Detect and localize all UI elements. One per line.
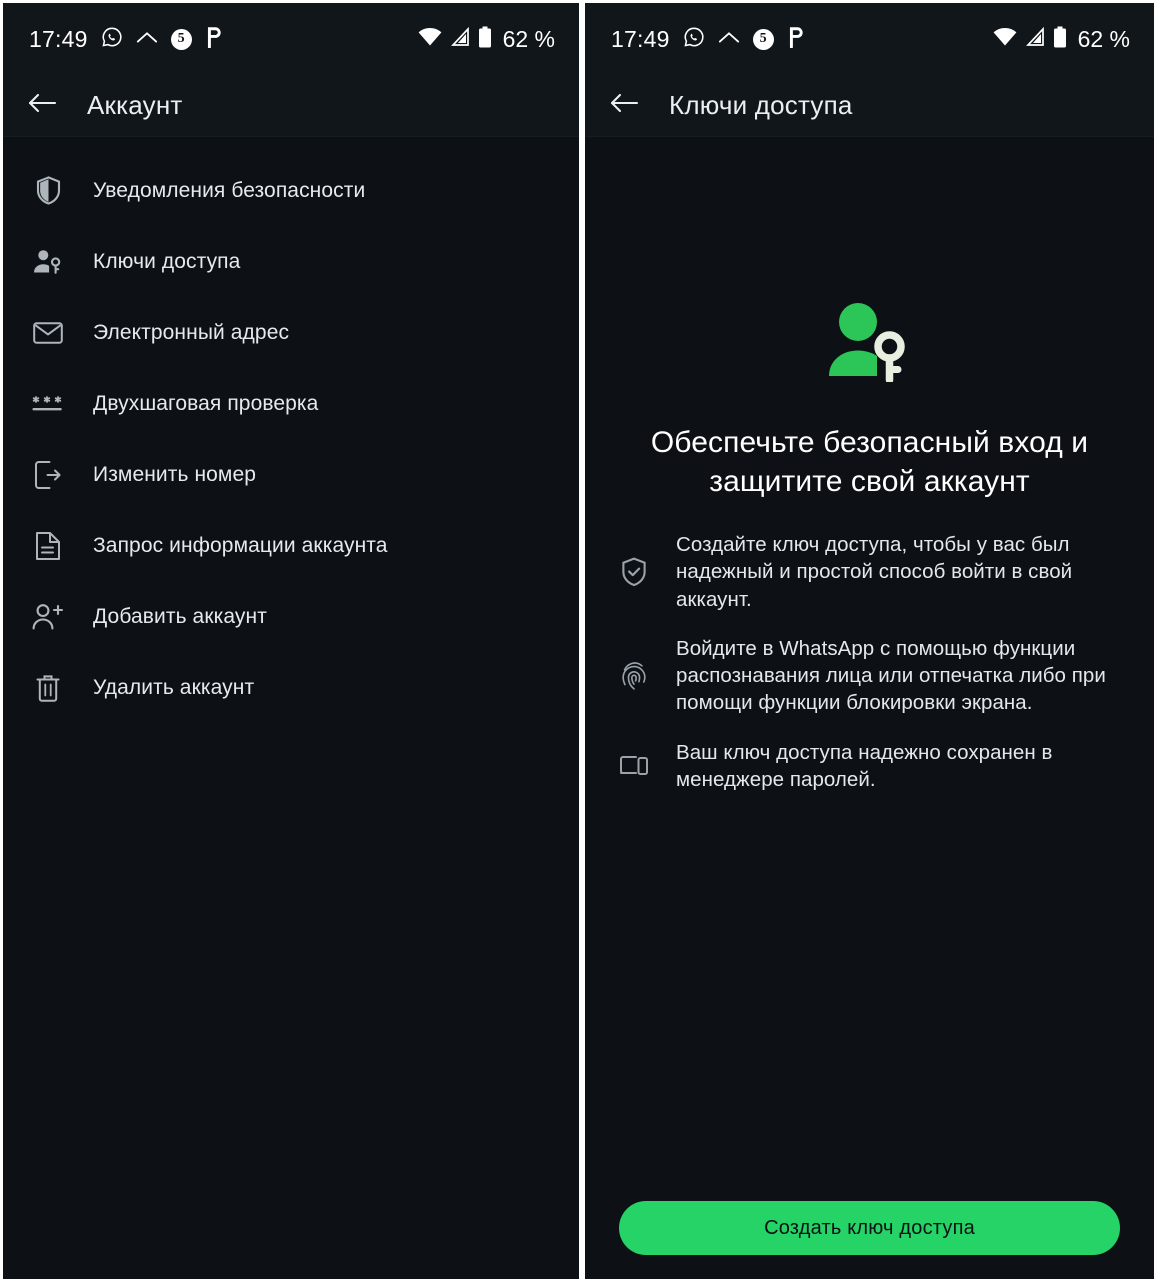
status-bar-left-group [611, 26, 805, 53]
status-bar-right-group [993, 26, 1130, 53]
menu-item-change-number[interactable] [3, 439, 579, 510]
status-bar-right [585, 3, 1154, 75]
whatsapp-icon [683, 26, 705, 53]
menu-item-label: Электронный адрес [93, 320, 290, 344]
asterisks-icon [31, 387, 65, 421]
account-settings-list [3, 137, 579, 723]
pin-p-icon [205, 26, 223, 53]
menu-item-request-account-info[interactable] [3, 510, 579, 581]
benefit-text: Ваш ключ доступа надежно сохранен в менеджере паролей. [676, 740, 1053, 791]
battery-icon [478, 26, 492, 53]
back-button-left[interactable] [25, 89, 59, 123]
status-time: 17:49 [611, 25, 670, 52]
menu-item-label: Ключи доступа [93, 249, 241, 273]
wifi-icon [418, 27, 442, 52]
circled-five-icon: 5 [171, 29, 192, 50]
caret-icon [136, 30, 158, 49]
cellular-signal-icon [1025, 27, 1045, 52]
back-button-right[interactable] [607, 89, 641, 123]
caret-icon [718, 30, 740, 49]
fingerprint-icon [619, 661, 649, 691]
status-bar-left-group [29, 26, 223, 53]
trash-icon [31, 671, 65, 705]
shield-check-icon [619, 557, 649, 587]
benefit-item-password-manager [619, 739, 1128, 794]
benefits-list [611, 531, 1128, 793]
cta-container [585, 1201, 1154, 1255]
person-add-icon [31, 600, 65, 634]
menu-item-add-account[interactable] [3, 581, 579, 652]
back-arrow-icon [27, 91, 57, 120]
circled-five-icon: 5 [753, 29, 774, 50]
benefit-text: Войдите в WhatsApp с помощью функции распознавания лица или отпечатка либо при помощи функции блокировки экрана. [676, 636, 1106, 715]
person-key-icon [31, 245, 65, 279]
phone-exit-icon [31, 458, 65, 492]
hero-title: Обеспечьте безопасный вход и защитите свой аккаунт [650, 426, 1089, 498]
menu-item-delete-account[interactable] [3, 652, 579, 723]
devices-icon [619, 751, 649, 781]
create-passkey-button[interactable]: Создать ключ доступа [619, 1201, 1120, 1255]
envelope-icon [31, 316, 65, 350]
menu-item-label: Изменить номер [93, 462, 257, 486]
battery-percent-label: 62 % [1077, 25, 1130, 52]
battery-percent-label: 62 % [502, 25, 555, 52]
cellular-signal-icon [450, 27, 470, 52]
page-title-right: Ключи доступа [669, 90, 853, 120]
benefit-item-biometrics [619, 635, 1128, 717]
menu-item-label: Запрос информации аккаунта [93, 533, 388, 557]
menu-item-security-notifications[interactable] [3, 155, 579, 226]
status-bar-left [3, 3, 579, 75]
right-app-bar [585, 75, 1154, 137]
battery-icon [1053, 26, 1067, 53]
menu-item-label: Двухшаговая проверка [93, 391, 319, 415]
status-time: 17:49 [29, 25, 88, 52]
right-phone-screen [585, 3, 1154, 1279]
person-key-hero-icon [827, 302, 913, 387]
menu-item-label: Удалить аккаунт [93, 675, 255, 699]
pin-p-icon [787, 26, 805, 53]
menu-item-two-step-verification[interactable] [3, 368, 579, 439]
whatsapp-icon [101, 26, 123, 53]
wifi-icon [993, 27, 1017, 52]
benefit-text: Создайте ключ доступа, чтобы у вас был надежный и простой способ войти в свой аккаунт. [676, 533, 1073, 611]
shield-icon [31, 174, 65, 208]
back-arrow-icon [609, 91, 639, 120]
page-title-left: Аккаунт [87, 90, 183, 120]
menu-item-passkeys[interactable] [3, 226, 579, 297]
menu-item-label: Уведомления безопасности [93, 178, 366, 202]
left-app-bar [3, 75, 579, 137]
status-bar-right-group [418, 26, 555, 53]
menu-item-label: Добавить аккаунт [93, 604, 267, 628]
passkey-intro [585, 137, 1154, 793]
document-icon [31, 529, 65, 563]
left-phone-screen [3, 3, 579, 1279]
menu-item-email[interactable] [3, 297, 579, 368]
benefit-item-secure-login [619, 531, 1128, 613]
